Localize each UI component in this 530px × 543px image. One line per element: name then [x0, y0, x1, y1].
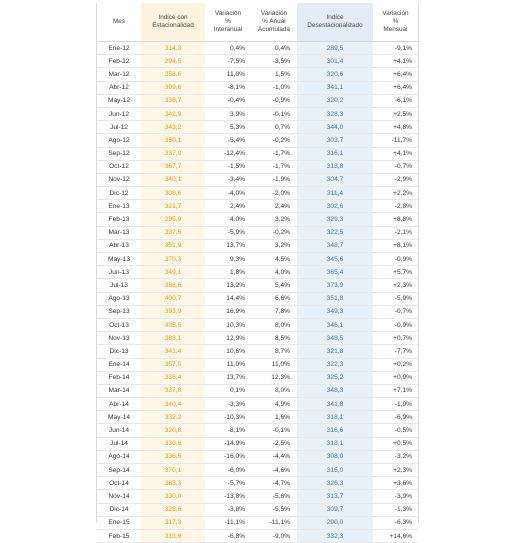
cell-indice-des: 290,0	[297, 516, 373, 529]
cell-mes: Oct-12	[97, 160, 141, 173]
cell-var-acum: 8,0%	[251, 318, 297, 331]
cell-indice-des: 322,3	[297, 358, 373, 371]
cell-var-inter: -11,1%	[205, 516, 251, 529]
cell-var-inter: -7,5%	[205, 55, 251, 68]
table-row	[97, 213, 418, 226]
cell-indice-des: 348,3	[297, 384, 373, 397]
cell-var-inter: 16,9%	[205, 305, 251, 318]
cell-var-acum: 4,9%	[251, 398, 297, 411]
cell-var-acum: 8,5%	[251, 332, 297, 345]
cell-var-inter: -4,0%	[205, 187, 251, 200]
cell-var-inter: 13,7%	[205, 371, 251, 384]
header-var-acumulada-line-3: Acumulada	[258, 26, 290, 33]
cell-var-acum: 2,4%	[251, 200, 297, 213]
cell-indice: 309,6	[141, 81, 205, 94]
cell-mes: Dic-14	[97, 503, 141, 516]
cell-var-inter: 0,4%	[205, 42, 251, 55]
cell-indice: 337,5	[141, 226, 205, 239]
cell-indice-des: 346,1	[297, 318, 373, 331]
cell-var-inter: 10,6%	[205, 345, 251, 358]
cell-var-acum: 4,5%	[251, 253, 297, 266]
cell-var-acum: 8,7%	[251, 345, 297, 358]
cell-mes: Oct-14	[97, 477, 141, 490]
cell-indice: 295,9	[141, 213, 205, 226]
cell-var-inter: 5,3%	[205, 121, 251, 134]
cell-indice: 351,9	[141, 239, 205, 252]
table-header	[97, 3, 418, 42]
cell-var-acum: -0,1%	[251, 424, 297, 437]
cell-mes: Feb-14	[97, 371, 141, 384]
cell-mes: Ago-12	[97, 134, 141, 147]
data-table	[97, 3, 418, 543]
cell-mes: Nov-14	[97, 490, 141, 503]
cell-mes: Sep-12	[97, 147, 141, 160]
cell-indice: 383,3	[141, 477, 205, 490]
cell-var-inter: 11,0%	[205, 68, 251, 81]
table-row	[97, 437, 418, 450]
cell-mes: Sep-13	[97, 305, 141, 318]
cell-indice: 330,6	[141, 437, 205, 450]
header-indice-line-1: Indice con	[158, 14, 188, 21]
cell-var-mens: -0,9%	[373, 318, 418, 331]
cell-mes: Abr-12	[97, 81, 141, 94]
cell-mes: May-12	[97, 94, 141, 107]
header-indice-des-line-2: Desestacionalizado	[307, 22, 363, 29]
cell-indice: 388,6	[141, 279, 205, 292]
cell-indice: 383,1	[141, 332, 205, 345]
cell-var-mens: +8,8%	[373, 213, 418, 226]
cell-var-acum: -11,1%	[251, 516, 297, 529]
header-indice	[141, 3, 205, 42]
cell-var-mens: +7,1%	[373, 384, 418, 397]
cell-var-acum: -3,5%	[251, 55, 297, 68]
cell-indice-des: 316,6	[297, 424, 373, 437]
cell-indice-des: 304,7	[297, 173, 373, 186]
table-row	[97, 187, 418, 200]
cell-indice: 328,6	[141, 503, 205, 516]
cell-var-inter: -5,9%	[205, 226, 251, 239]
table-row	[97, 134, 418, 147]
cell-var-inter: -1,5%	[205, 160, 251, 173]
cell-var-mens: +2,5%	[373, 107, 418, 120]
cell-var-inter: 13,2%	[205, 279, 251, 292]
table-row	[97, 305, 418, 318]
cell-var-inter: -0,4%	[205, 94, 251, 107]
cell-var-mens: +2,2%	[373, 187, 418, 200]
cell-var-mens: +4,8%	[373, 121, 418, 134]
header-var-acumulada-line-2: % Anual	[262, 18, 286, 25]
cell-var-inter: -5,7%	[205, 477, 251, 490]
cell-var-acum: 3,2%	[251, 239, 297, 252]
cell-mes: Mar-14	[97, 384, 141, 397]
cell-var-mens: -0,7%	[373, 305, 418, 318]
cell-var-inter: 10,3%	[205, 318, 251, 331]
cell-var-mens: -6,3%	[373, 516, 418, 529]
table-row	[97, 94, 418, 107]
cell-indice: 336,5	[141, 450, 205, 463]
table-row	[97, 529, 418, 542]
cell-var-mens: +6,4%	[373, 81, 418, 94]
cell-indice: 294,5	[141, 55, 205, 68]
table-row	[97, 345, 418, 358]
cell-var-mens: +0,7%	[373, 332, 418, 345]
cell-var-acum: 0,7%	[251, 121, 297, 134]
cell-mes: Ene-13	[97, 200, 141, 213]
cell-mes: Ene-15	[97, 516, 141, 529]
cell-var-mens: +6,4%	[373, 68, 418, 81]
cell-var-inter: -6,8%	[205, 529, 251, 542]
cell-var-mens: -1,3%	[373, 503, 418, 516]
cell-indice-des: 329,3	[297, 213, 373, 226]
table-row	[97, 279, 418, 292]
header-indice-desestacionalizado	[297, 3, 373, 42]
cell-var-mens: -7,7%	[373, 345, 418, 358]
cell-var-mens: +3,6%	[373, 477, 418, 490]
header-var-acumulada	[251, 3, 297, 42]
cell-var-inter: 12,9%	[205, 332, 251, 345]
cell-var-mens: -3,2%	[373, 450, 418, 463]
cell-var-inter: 1,8%	[205, 266, 251, 279]
cell-var-mens: +0,9%	[373, 371, 418, 384]
table-row	[97, 81, 418, 94]
cell-indice-des: 345,6	[297, 253, 373, 266]
cell-var-inter: 11,0%	[205, 358, 251, 371]
cell-indice: 400,7	[141, 292, 205, 305]
table-row	[97, 147, 418, 160]
cell-var-acum: -0,2%	[251, 226, 297, 239]
table-row	[97, 503, 418, 516]
cell-var-mens: +14,6%	[373, 529, 418, 542]
cell-var-inter: -12,4%	[205, 147, 251, 160]
cell-mes: Ene-12	[97, 42, 141, 55]
cell-indice: 317,3	[141, 516, 205, 529]
cell-var-acum: -0,2%	[251, 134, 297, 147]
cell-var-mens: +4,1%	[373, 55, 418, 68]
cell-var-acum: 6,6%	[251, 292, 297, 305]
cell-var-inter: 9,3%	[205, 253, 251, 266]
cell-indice: 349,1	[141, 266, 205, 279]
table-row	[97, 253, 418, 266]
header-mes	[97, 3, 141, 42]
cell-indice-des: 341,8	[297, 398, 373, 411]
header-var-mensual-line-3: Mensual	[383, 26, 408, 33]
cell-indice: 313,6	[141, 529, 205, 542]
cell-var-inter: -16,0%	[205, 450, 251, 463]
cell-indice-des: 321,8	[297, 345, 373, 358]
header-var-interanual-line-3: Interanual	[213, 26, 243, 33]
cell-var-mens: +2,3%	[373, 464, 418, 477]
cell-var-inter: 0,1%	[205, 384, 251, 397]
cell-var-mens: -2,8%	[373, 200, 418, 213]
cell-var-mens: -0,9%	[373, 253, 418, 266]
cell-var-mens: -11,7%	[373, 134, 418, 147]
cell-indice-des: 325,2	[297, 371, 373, 384]
cell-var-inter: -8,1%	[205, 81, 251, 94]
cell-var-acum: -1,7%	[251, 147, 297, 160]
table-row	[97, 173, 418, 186]
table-row	[97, 266, 418, 279]
cell-mes: Sep-14	[97, 464, 141, 477]
cell-indice: 338,7	[141, 94, 205, 107]
cell-mes: Ago-14	[97, 450, 141, 463]
cell-indice-des: 348,7	[297, 239, 373, 252]
cell-indice: 341,4	[141, 345, 205, 358]
cell-var-mens: -3,9%	[373, 490, 418, 503]
cell-var-inter: -8,1%	[205, 424, 251, 437]
cell-var-mens: +8,1%	[373, 239, 418, 252]
cell-indice: 405,5	[141, 318, 205, 331]
cell-indice: 340,4	[141, 398, 205, 411]
table-body	[97, 42, 418, 543]
cell-var-inter: -3,3%	[205, 398, 251, 411]
header-var-acumulada-line-1: Variación	[260, 10, 288, 17]
cell-var-inter: 2,4%	[205, 200, 251, 213]
cell-var-acum: -0,9%	[251, 94, 297, 107]
cell-indice-des: 309,7	[297, 503, 373, 516]
header-var-interanual	[205, 3, 251, 42]
cell-mes: Jul-12	[97, 121, 141, 134]
cell-var-acum: -5,5%	[251, 503, 297, 516]
cell-indice-des: 332,3	[297, 529, 373, 542]
table-row	[97, 226, 418, 239]
table-row	[97, 477, 418, 490]
cell-indice: 314,3	[141, 42, 205, 55]
table-row	[97, 68, 418, 81]
cell-var-acum: 11,0%	[251, 358, 297, 371]
cell-var-acum: 1,5%	[251, 68, 297, 81]
cell-var-acum: 0,4%	[251, 42, 297, 55]
table-row	[97, 200, 418, 213]
cell-mes: Mar-12	[97, 68, 141, 81]
cell-indice: 321,7	[141, 200, 205, 213]
cell-mes: Nov-13	[97, 332, 141, 345]
cell-indice: 370,3	[141, 253, 205, 266]
cell-mes: Feb-15	[97, 529, 141, 542]
table-row	[97, 160, 418, 173]
cell-var-acum: -2,0%	[251, 187, 297, 200]
cell-indice-des: 341,1	[297, 81, 373, 94]
table-row	[97, 450, 418, 463]
cell-mes: Abr-14	[97, 398, 141, 411]
cell-indice-des: 308,0	[297, 450, 373, 463]
cell-indice: 340,1	[141, 173, 205, 186]
cell-var-acum: 8,0%	[251, 384, 297, 397]
cell-indice: 342,9	[141, 107, 205, 120]
cell-indice: 367,7	[141, 160, 205, 173]
cell-indice-des: 373,9	[297, 279, 373, 292]
cell-var-acum: 1,6%	[251, 411, 297, 424]
cell-indice-des: 313,8	[297, 160, 373, 173]
cell-var-mens: -2,9%	[373, 173, 418, 186]
cell-mes: Oct-13	[97, 318, 141, 331]
table-row	[97, 292, 418, 305]
cell-mes: Nov-12	[97, 173, 141, 186]
cell-var-mens: -5,9%	[373, 292, 418, 305]
cell-indice-des: 318,1	[297, 411, 373, 424]
cell-mes: Jun-12	[97, 107, 141, 120]
table-row	[97, 239, 418, 252]
cell-var-acum: -1,7%	[251, 160, 297, 173]
cell-indice-des: 303,7	[297, 134, 373, 147]
table-row	[97, 464, 418, 477]
cell-indice-des: 289,5	[297, 42, 373, 55]
cell-indice-des: 311,4	[297, 187, 373, 200]
cell-var-inter: -6,0%	[205, 464, 251, 477]
cell-var-mens: -2,1%	[373, 226, 418, 239]
cell-mes: Dic-12	[97, 187, 141, 200]
cell-var-inter: -14,9%	[205, 437, 251, 450]
cell-var-acum: -9,0%	[251, 529, 297, 542]
cell-var-inter: -13,8%	[205, 490, 251, 503]
table-row	[97, 398, 418, 411]
table-row	[97, 516, 418, 529]
cell-indice: 357,0	[141, 358, 205, 371]
cell-indice: 330,0	[141, 490, 205, 503]
cell-var-inter: 13,7%	[205, 239, 251, 252]
cell-mes: Jul-14	[97, 437, 141, 450]
table-row	[97, 55, 418, 68]
cell-indice-des: 328,3	[297, 107, 373, 120]
cell-indice-des: 302,6	[297, 200, 373, 213]
cell-indice: 343,2	[141, 121, 205, 134]
cell-var-inter: -3,8%	[205, 503, 251, 516]
cell-var-mens: +5,7%	[373, 266, 418, 279]
cell-indice: 336,4	[141, 371, 205, 384]
cell-indice-des: 320,2	[297, 94, 373, 107]
cell-var-mens: -0,5%	[373, 424, 418, 437]
cell-indice: 337,0	[141, 147, 205, 160]
cell-var-inter: -5,4%	[205, 134, 251, 147]
cell-mes: Ene-14	[97, 358, 141, 371]
cell-indice-des: 365,4	[297, 266, 373, 279]
cell-indice-des: 316,1	[297, 147, 373, 160]
cell-indice-des: 313,7	[297, 490, 373, 503]
table-row	[97, 107, 418, 120]
cell-indice-des: 322,5	[297, 226, 373, 239]
cell-indice: 393,9	[141, 305, 205, 318]
cell-var-acum: 7,8%	[251, 305, 297, 318]
cell-indice-des: 318,1	[297, 437, 373, 450]
cell-var-mens: +4,1%	[373, 147, 418, 160]
table-row	[97, 490, 418, 503]
table-row	[97, 332, 418, 345]
cell-var-acum: 3,2%	[251, 213, 297, 226]
cell-var-acum: -4,7%	[251, 477, 297, 490]
cell-mes: Jun-13	[97, 266, 141, 279]
cell-var-acum: -0,1%	[251, 107, 297, 120]
header-var-mensual	[373, 3, 418, 42]
table-left-border	[96, 3, 97, 523]
table-right-border	[418, 3, 419, 523]
table-row	[97, 424, 418, 437]
header-var-interanual-line-2: %	[225, 18, 231, 25]
table-row	[97, 411, 418, 424]
cell-indice: 358,6	[141, 68, 205, 81]
header-var-mensual-line-1: Variación	[382, 10, 409, 17]
cell-var-acum: -4,4%	[251, 450, 297, 463]
cell-mes: May-13	[97, 253, 141, 266]
data-table-frame	[97, 3, 418, 543]
cell-mes: Feb-12	[97, 55, 141, 68]
cell-var-acum: -4,6%	[251, 464, 297, 477]
header-indice-line-2: Estacionalidad	[152, 22, 194, 29]
cell-mes: Jun-14	[97, 424, 141, 437]
cell-mes: May-14	[97, 411, 141, 424]
cell-var-acum: -2,5%	[251, 437, 297, 450]
cell-mes: Jul-13	[97, 279, 141, 292]
cell-var-acum: 5,4%	[251, 279, 297, 292]
cell-mes: Abr-13	[97, 239, 141, 252]
cell-var-acum: 4,0%	[251, 266, 297, 279]
cell-var-inter: 4,0%	[205, 213, 251, 226]
table-row	[97, 42, 418, 55]
cell-indice: 337,8	[141, 384, 205, 397]
table-row	[97, 371, 418, 384]
cell-indice-des: 349,3	[297, 305, 373, 318]
cell-var-mens: +0,2%	[373, 358, 418, 371]
table-row	[97, 358, 418, 371]
cell-mes: Mar-13	[97, 226, 141, 239]
cell-var-mens: +0,5%	[373, 437, 418, 450]
cell-var-mens: -0,7%	[373, 160, 418, 173]
cell-var-acum: 12,3%	[251, 371, 297, 384]
cell-var-inter: 3,9%	[205, 107, 251, 120]
cell-var-acum: -5,6%	[251, 490, 297, 503]
table-row	[97, 121, 418, 134]
cell-indice-des: 344,0	[297, 121, 373, 134]
cell-mes: Dic-13	[97, 345, 141, 358]
cell-var-mens: -1,9%	[373, 398, 418, 411]
cell-var-inter: -10,3%	[205, 411, 251, 424]
cell-indice-des: 326,3	[297, 477, 373, 490]
cell-var-inter: 14,4%	[205, 292, 251, 305]
table-row	[97, 384, 418, 397]
cell-indice: 308,6	[141, 187, 205, 200]
table-row	[97, 318, 418, 331]
header-indice-des-line-1: Indice	[326, 14, 344, 21]
cell-mes: Ago-13	[97, 292, 141, 305]
cell-indice: 350,1	[141, 134, 205, 147]
cell-var-acum: -1,0%	[251, 81, 297, 94]
cell-var-acum: -1,9%	[251, 173, 297, 186]
cell-indice-des: 351,8	[297, 292, 373, 305]
cell-var-inter: -3,4%	[205, 173, 251, 186]
header-mes-label: Mes	[112, 18, 126, 25]
cell-indice-des: 348,5	[297, 332, 373, 345]
cell-indice-des: 320,6	[297, 68, 373, 81]
cell-var-mens: +2,3%	[373, 279, 418, 292]
header-var-interanual-line-1: Variación	[214, 10, 242, 17]
cell-indice: 332,2	[141, 411, 205, 424]
cell-var-mens: -6,1%	[373, 94, 418, 107]
cell-var-mens: -6,9%	[373, 411, 418, 424]
cell-indice: 370,1	[141, 464, 205, 477]
cell-indice: 320,8	[141, 424, 205, 437]
cell-indice-des: 315,0	[297, 464, 373, 477]
cell-indice-des: 301,4	[297, 55, 373, 68]
header-var-mensual-line-2: %	[392, 18, 399, 25]
cell-mes: Feb-13	[97, 213, 141, 226]
cell-var-mens: -9,1%	[373, 42, 418, 55]
